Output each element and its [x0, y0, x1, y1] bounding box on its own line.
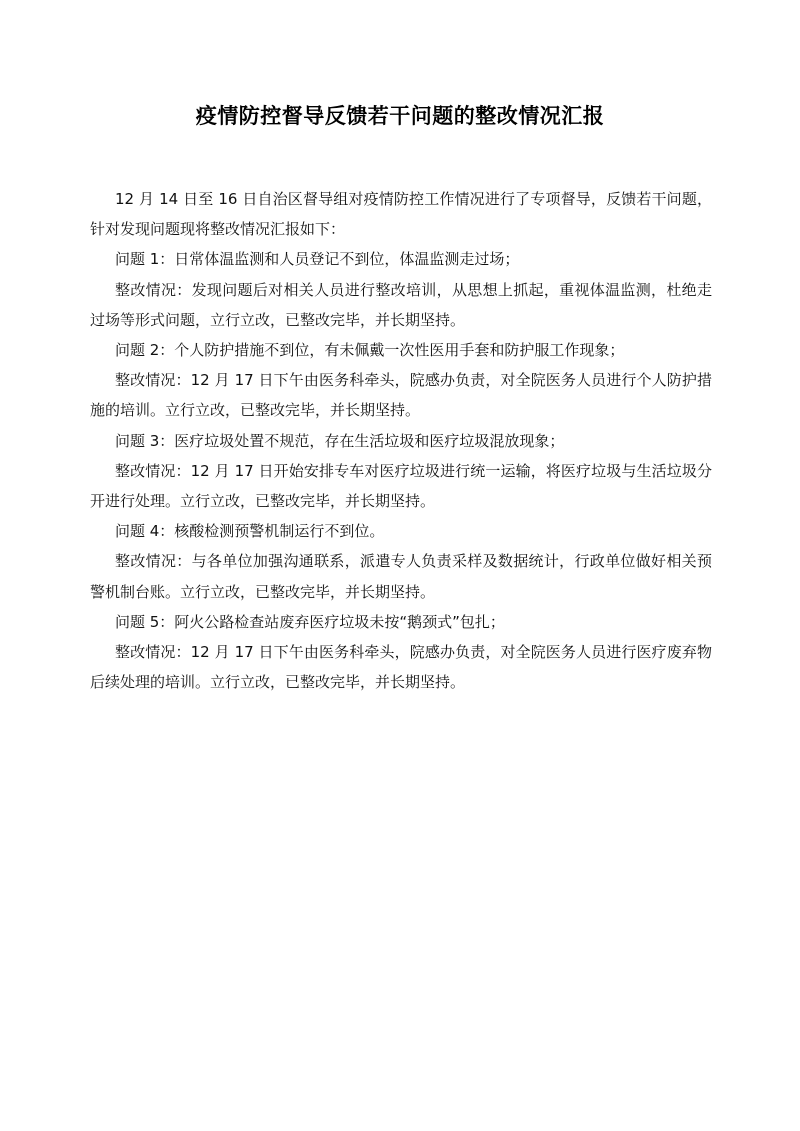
- document-body: [90, 184, 712, 697]
- issue-2: 问题 2：个人防护措施不到位，有未佩戴一次性医用手套和防护服工作现象；: [115, 341, 625, 360]
- document-title: 疫情防控督导反馈若干问题的整改情况汇报: [195, 104, 605, 128]
- rectification-2: 整改情况：12 月 17 日下午由医务科牵头，院感办负责，对全院医务人员进行个人防护措施的培训。立行立改，已整改完毕，并长期坚持。: [90, 371, 712, 420]
- rectification-4: 整改情况：与各单位加强沟通联系，派遣专人负责采样及数据统计，行政单位做好相关预警机制台账。立行立改，已整改完毕，并长期坚持。: [90, 552, 712, 601]
- issue-3: 问题 3：医疗垃圾处置不规范，存在生活垃圾和医疗垃圾混放现象；: [115, 431, 565, 450]
- rectification-3: 整改情况：12 月 17 日开始安排专车对医疗垃圾进行统一运输，将医疗垃圾与生活垃圾分开进行处理。立行立改，已整改完毕，并长期坚持。: [90, 461, 712, 511]
- issue-5: 问题 5：阿火公路检查站废弃医疗垃圾未按“鹅颈式”包扎；: [115, 612, 505, 631]
- rectification-1: 整改情况：发现问题后对相关人员进行整改培训，从思想上抓起，重视体温监测，杜绝走过场等形式问题，立行立改，已整改完毕，并长期坚持。: [90, 280, 712, 329]
- intro-paragraph: 12 月 14 日至 16 日自治区督导组对疫情防控工作情况进行了专项督导，反馈若干问题，针对发现问题现将整改情况汇报如下：: [90, 190, 712, 239]
- issue-4: 问题 4：核酸检测预警机制运行不到位。: [115, 522, 385, 541]
- rectification-5: 整改情况：12 月 17 日下午由医务科牵头，院感办负责，对全院医务人员进行医疗废弃物后续处理的培训。立行立改，已整改完毕，并长期坚持。: [90, 643, 712, 692]
- issue-1: 问题 1：日常体温监测和人员登记不到位，体温监测走过场；: [115, 250, 520, 269]
